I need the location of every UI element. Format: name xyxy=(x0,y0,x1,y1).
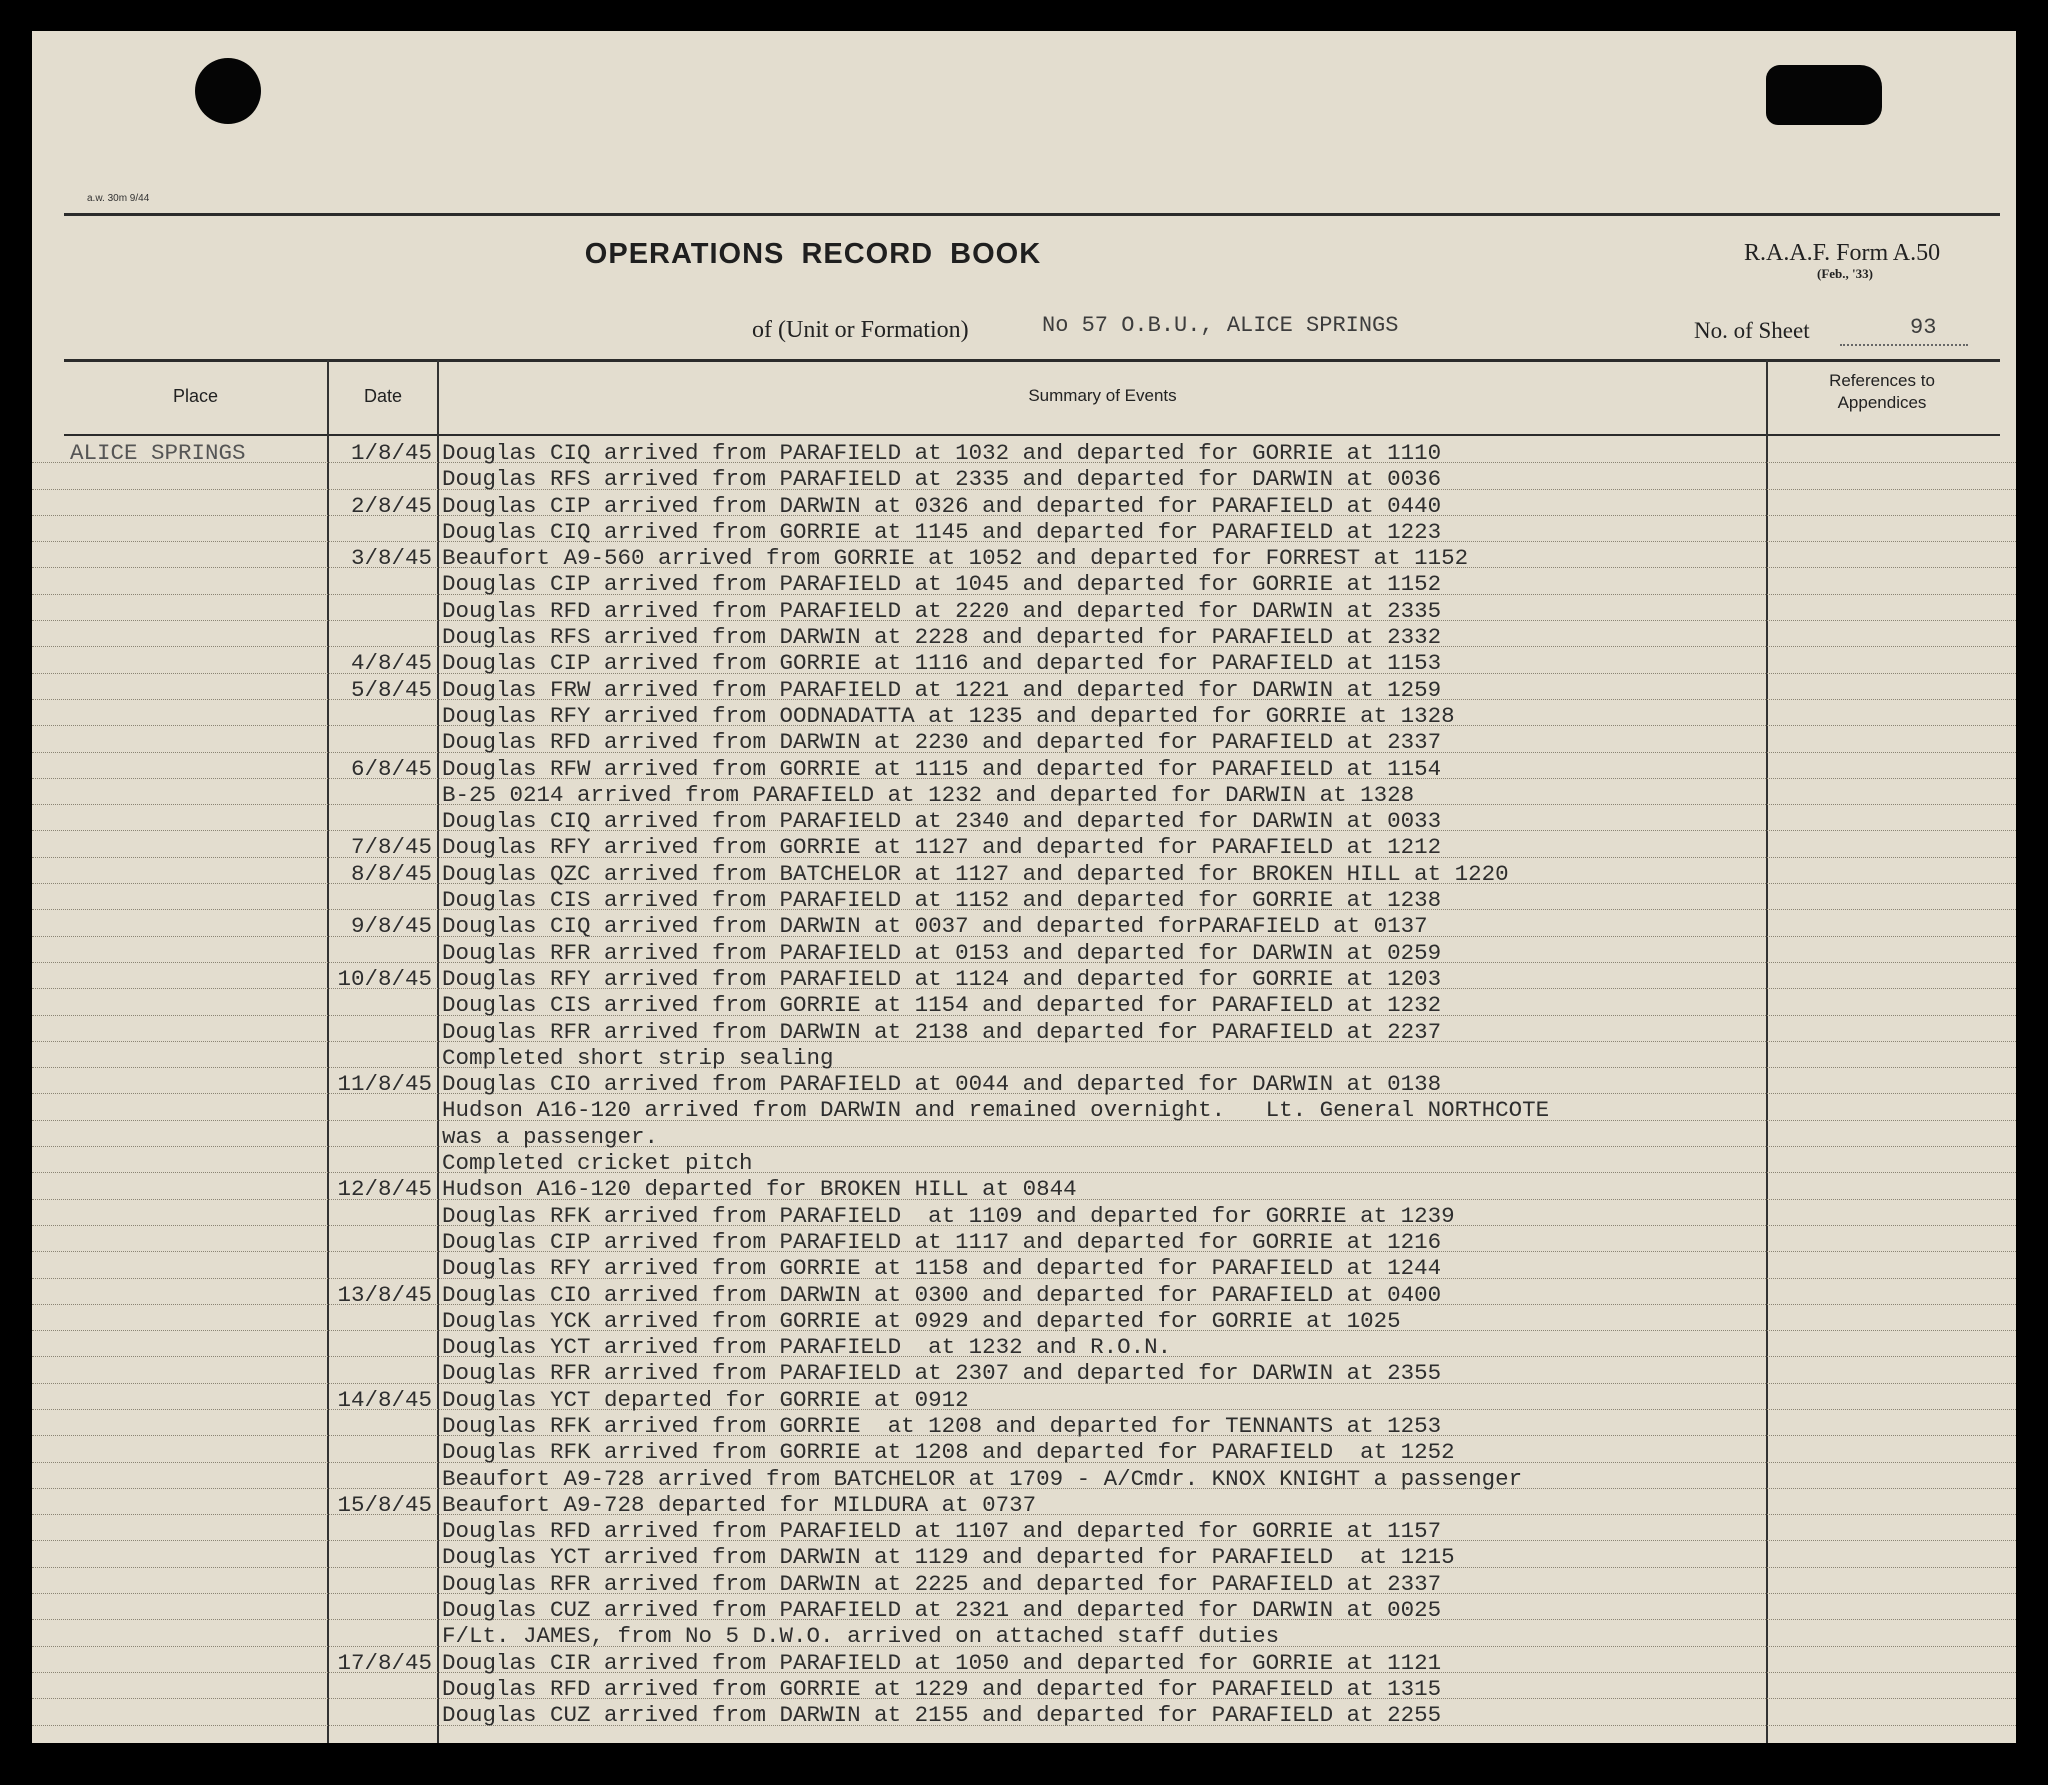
table-row xyxy=(32,568,2016,598)
row-place: ALICE SPRINGS xyxy=(70,440,246,466)
row-summary: Douglas RFD arrived from PARAFIELD at 1107 and departed for GORRIE at 1157 xyxy=(442,1518,1442,1545)
row-summary: Douglas RFD arrived from GORRIE at 1229 and departed for PARAFIELD at 1315 xyxy=(442,1675,1442,1702)
unit-label: of (Unit or Formation) xyxy=(752,317,969,343)
table-row xyxy=(32,1173,2016,1203)
row-summary: Douglas CUZ arrived from PARAFIELD at 2321 and departed for DARWIN at 0025 xyxy=(442,1597,1442,1624)
row-summary: Douglas CIS arrived from GORRIE at 1154 and departed for PARAFIELD at 1232 xyxy=(442,992,1442,1019)
table-row xyxy=(32,463,2016,493)
sheet-number-dots xyxy=(1840,344,1968,346)
row-summary: Douglas CIQ arrived from PARAFIELD at 2340 and departed for DARWIN at 0033 xyxy=(442,808,1442,835)
table-row xyxy=(32,1305,2016,1334)
col-head-date: Date xyxy=(363,386,403,406)
table-row xyxy=(32,1252,2016,1282)
row-summary: B-25 0214 arrived from PARAFIELD at 1232 and departed for DARWIN at 1328 xyxy=(442,781,1415,808)
table-row xyxy=(32,831,2016,861)
row-date: 1/8/45 xyxy=(350,440,432,466)
row-summary: Douglas CIP arrived from DARWIN at 0326 and departed for PARAFIELD at 0440 xyxy=(442,492,1442,519)
table-row xyxy=(32,1541,2016,1571)
record-sheet xyxy=(32,31,2016,1743)
row-date: 10/8/45 xyxy=(337,965,432,992)
table-row xyxy=(32,1699,2016,1729)
table-row xyxy=(32,1647,2016,1676)
event-rows xyxy=(32,437,2016,1743)
row-summary: Douglas YCT arrived from DARWIN at 1129 and departed for PARAFIELD at 1215 xyxy=(442,1544,1455,1571)
table-row xyxy=(32,516,2016,545)
table-row xyxy=(32,753,2016,782)
row-date: 7/8/45 xyxy=(350,834,432,861)
row-summary: Completed short strip sealing xyxy=(442,1044,834,1071)
row-date: 8/8/45 xyxy=(350,860,432,887)
row-summary: Douglas RFS arrived from DARWIN at 2228 and departed for PARAFIELD at 2332 xyxy=(442,624,1442,651)
table-row xyxy=(32,490,2016,519)
row-summary: Douglas RFK arrived from PARAFIELD at 1109 and departed for GORRIE at 1239 xyxy=(442,1202,1455,1229)
row-date: 5/8/45 xyxy=(350,676,432,703)
table-row xyxy=(32,595,2016,624)
table-row xyxy=(32,1279,2016,1308)
table-row xyxy=(32,1673,2016,1702)
row-date: 4/8/45 xyxy=(350,650,432,677)
table-row xyxy=(32,858,2016,887)
table-row xyxy=(32,1042,2016,1071)
row-summary: Beaufort A9-728 arrived from BATCHELOR at 1709 - A/Cmdr. KNOX KNIGHT a passenger xyxy=(442,1465,1523,1492)
row-date: 2/8/45 xyxy=(350,492,432,519)
table-row xyxy=(32,1384,2016,1413)
table-row xyxy=(32,700,2016,729)
col-head-place: Place xyxy=(172,386,219,406)
col-head-summary: Summary of Events xyxy=(1028,386,1177,405)
row-summary: Douglas CIO arrived from DARWIN at 0300 and departed for PARAFIELD at 0400 xyxy=(442,1281,1442,1308)
punch-hole-left xyxy=(195,58,261,124)
table-row xyxy=(32,1068,2016,1098)
row-summary: Douglas RFR arrived from PARAFIELD at 2307 and departed for DARWIN at 2355 xyxy=(442,1360,1442,1387)
row-summary: Completed cricket pitch xyxy=(442,1150,753,1177)
table-row xyxy=(32,1357,2016,1387)
row-summary: Douglas RFD arrived from DARWIN at 2230 and departed for PARAFIELD at 2337 xyxy=(442,729,1442,756)
table-row xyxy=(32,910,2016,940)
row-summary: Douglas RFS arrived from PARAFIELD at 2335 and departed for DARWIN at 0036 xyxy=(442,466,1442,493)
row-date: 12/8/45 xyxy=(337,1176,432,1203)
row-summary: Douglas RFY arrived from PARAFIELD at 1124 and departed for GORRIE at 1203 xyxy=(442,965,1442,992)
row-summary: Beaufort A9-728 departed for MILDURA at 0737 xyxy=(442,1491,1037,1518)
table-row xyxy=(32,1515,2016,1545)
table-row xyxy=(32,1726,2016,1743)
table-row xyxy=(32,1094,2016,1124)
row-summary: Douglas RFD arrived from PARAFIELD at 2220 and departed for DARWIN at 2335 xyxy=(442,597,1442,624)
table-row xyxy=(32,1568,2016,1597)
row-date: 13/8/45 xyxy=(337,1281,432,1308)
row-summary: Douglas CIP arrived from PARAFIELD at 1045 and departed for GORRIE at 1152 xyxy=(442,571,1442,598)
row-date: 11/8/45 xyxy=(337,1071,432,1098)
table-row xyxy=(32,779,2016,808)
table-row xyxy=(32,621,2016,651)
table-row xyxy=(32,1594,2016,1624)
table-row xyxy=(32,884,2016,914)
row-date: 17/8/45 xyxy=(337,1649,432,1676)
row-summary: Douglas RFY arrived from GORRIE at 1158 and departed for PARAFIELD at 1244 xyxy=(442,1255,1442,1282)
table-top-rule xyxy=(64,359,2000,362)
table-row xyxy=(32,726,2016,756)
row-summary: Douglas CIQ arrived from PARAFIELD at 1032 and departed for GORRIE at 1110 xyxy=(442,440,1442,466)
row-summary: Douglas RFY arrived from OODNADATTA at 1235 and departed for GORRIE at 1328 xyxy=(442,702,1455,729)
col-head-references: References to Appendices xyxy=(1829,371,1935,412)
table-header-rule xyxy=(64,434,2000,436)
page-title: OPERATIONS RECORD BOOK xyxy=(584,238,1042,270)
table-row xyxy=(32,1121,2016,1150)
table-row xyxy=(32,674,2016,703)
row-summary: Douglas RFR arrived from DARWIN at 2138 and departed for PARAFIELD at 2237 xyxy=(442,1018,1442,1045)
row-summary: Hudson A16-120 arrived from DARWIN and remained overnight. Lt. General NORTHCOTE xyxy=(442,1097,1550,1124)
table-row xyxy=(32,437,2016,466)
row-summary: was a passenger. xyxy=(442,1123,659,1150)
sheet-number-label: No. of Sheet xyxy=(1694,318,1810,343)
table-row xyxy=(32,1620,2016,1650)
row-date: 14/8/45 xyxy=(337,1386,432,1413)
table-row xyxy=(32,1147,2016,1177)
row-date: 9/8/45 xyxy=(350,913,432,940)
row-summary: Beaufort A9-560 arrived from GORRIE at 1052 and departed for FORREST at 1152 xyxy=(442,545,1469,572)
table-row xyxy=(32,963,2016,992)
row-summary: Douglas RFY arrived from GORRIE at 1127 and departed for PARAFIELD at 1212 xyxy=(442,834,1442,861)
top-rule xyxy=(64,213,2000,216)
table-row xyxy=(32,1489,2016,1518)
table-row xyxy=(32,1016,2016,1045)
table-row xyxy=(32,1200,2016,1229)
row-summary: Douglas QZC arrived from BATCHELOR at 1127 and departed for BROKEN HILL at 1220 xyxy=(442,860,1509,887)
table-row xyxy=(32,937,2016,966)
row-summary: Douglas CIO arrived from PARAFIELD at 0044 and departed for DARWIN at 0138 xyxy=(442,1071,1442,1098)
row-date: 6/8/45 xyxy=(350,755,432,782)
table-row xyxy=(32,805,2016,835)
row-summary: Hudson A16-120 departed for BROKEN HILL at 0844 xyxy=(442,1176,1077,1203)
row-date: 15/8/45 xyxy=(337,1491,432,1518)
punch-hole-right xyxy=(1766,65,1882,125)
sheet-number-value: 93 xyxy=(1910,315,1937,340)
row-summary: F/Lt. JAMES, from No 5 D.W.O. arrived on attached staff duties xyxy=(442,1623,1280,1650)
table-row xyxy=(32,542,2016,572)
table-row xyxy=(32,1331,2016,1361)
row-summary: Douglas FRW arrived from PARAFIELD at 1221 and departed for DARWIN at 1259 xyxy=(442,676,1442,703)
row-summary: Douglas YCT departed for GORRIE at 0912 xyxy=(442,1386,969,1413)
row-summary: Douglas CIS arrived from PARAFIELD at 1152 and departed for GORRIE at 1238 xyxy=(442,887,1442,914)
table-row xyxy=(32,1436,2016,1466)
row-summary: Douglas YCT arrived from PARAFIELD at 1232 and R.O.N. xyxy=(442,1334,1172,1361)
row-summary: Douglas YCK arrived from GORRIE at 0929 and departed for GORRIE at 1025 xyxy=(442,1307,1401,1334)
row-summary: Douglas CIR arrived from PARAFIELD at 1050 and departed for GORRIE at 1121 xyxy=(442,1649,1442,1676)
row-summary: Douglas RFK arrived from GORRIE at 1208 and departed for TENNANTS at 1253 xyxy=(442,1412,1442,1439)
form-number: R.A.A.F. Form A.50 xyxy=(1744,240,1941,266)
row-summary: Douglas CIQ arrived from GORRIE at 1145 and departed for PARAFIELD at 1223 xyxy=(442,518,1442,545)
table-row xyxy=(32,1226,2016,1255)
table-row xyxy=(32,1463,2016,1492)
row-summary: Douglas RFW arrived from GORRIE at 1115 and departed for PARAFIELD at 1154 xyxy=(442,755,1442,782)
row-summary: Douglas CIQ arrived from DARWIN at 0037 and departed forPARAFIELD at 0137 xyxy=(442,913,1428,940)
row-date: 3/8/45 xyxy=(350,545,432,572)
row-summary: Douglas CIP arrived from PARAFIELD at 1117 and departed for GORRIE at 1216 xyxy=(442,1228,1442,1255)
row-summary: Douglas RFR arrived from DARWIN at 2225 and departed for PARAFIELD at 2337 xyxy=(442,1570,1442,1597)
table-row xyxy=(32,1410,2016,1439)
print-code: a.w. 30m 9/44 xyxy=(87,193,150,204)
row-summary: Douglas CIP arrived from GORRIE at 1116 and departed for PARAFIELD at 1153 xyxy=(442,650,1442,677)
row-summary: Douglas CUZ arrived from DARWIN at 2155 and departed for PARAFIELD at 2255 xyxy=(442,1702,1442,1729)
row-summary: Douglas RFR arrived from PARAFIELD at 0153 and departed for DARWIN at 0259 xyxy=(442,939,1442,966)
form-date: (Feb., '33) xyxy=(1817,266,1873,281)
unit-value: No 57 O.B.U., ALICE SPRINGS xyxy=(1042,313,1399,338)
table-row xyxy=(32,647,2016,677)
row-summary: Douglas RFK arrived from GORRIE at 1208 and departed for PARAFIELD at 1252 xyxy=(442,1439,1455,1466)
table-row xyxy=(32,989,2016,1019)
